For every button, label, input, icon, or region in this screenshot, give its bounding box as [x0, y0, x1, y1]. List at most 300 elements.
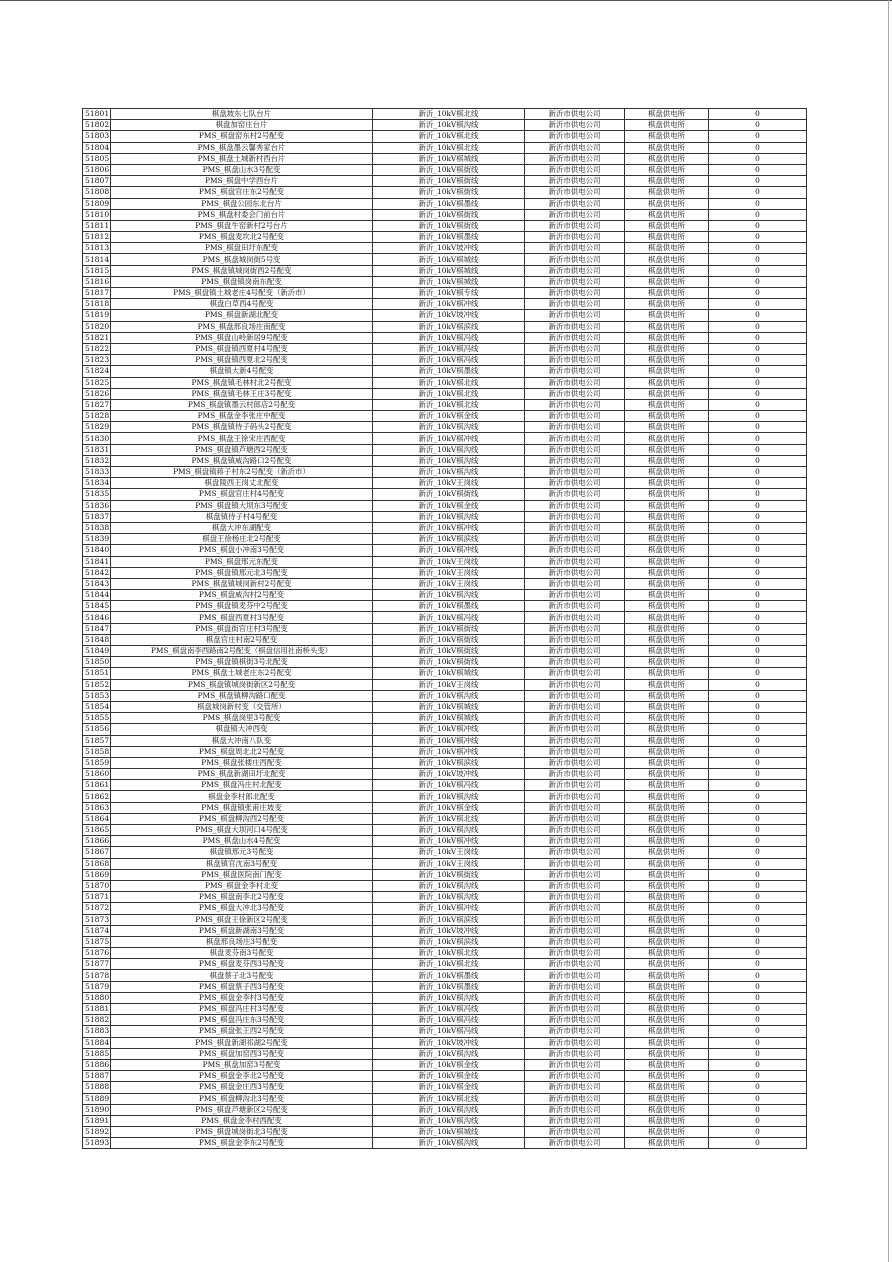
company-cell: 新沂市供电公司 [525, 903, 625, 914]
table-row [83, 892, 807, 903]
station-cell: 棋盘供电所 [625, 713, 709, 724]
table-row [83, 467, 807, 478]
row-id-cell: 51814 [83, 254, 111, 265]
company-cell: 新沂市供电公司 [525, 836, 625, 847]
transformer-name-cell: PMS_棋盘医院南门配变 [111, 869, 373, 880]
top-border-line [0, 0, 892, 1]
table-row [83, 657, 807, 668]
table-row [83, 209, 807, 220]
transformer-name-cell: PMS_棋盘街官庄村3号配变 [111, 623, 373, 634]
row-id-cell: 51883 [83, 1026, 111, 1037]
company-cell: 新沂市供电公司 [525, 780, 625, 791]
company-cell: 新沂市供电公司 [525, 1093, 625, 1104]
value-cell: 0 [709, 332, 807, 343]
row-id-cell: 51822 [83, 343, 111, 354]
table-row [83, 825, 807, 836]
feeder-line-cell: 新沂_10kV棋滨线 [373, 757, 525, 768]
station-cell: 棋盘供电所 [625, 892, 709, 903]
table-row [83, 1127, 807, 1138]
value-cell: 0 [709, 321, 807, 332]
table-row [83, 399, 807, 410]
transformer-name-cell: 棋盘蔡子北3号配变 [111, 970, 373, 981]
row-id-cell: 51824 [83, 366, 111, 377]
row-id-cell: 51887 [83, 1071, 111, 1082]
feeder-line-cell: 新沂_10kV棋冲线 [373, 735, 525, 746]
company-cell: 新沂市供电公司 [525, 623, 625, 634]
table-row [83, 623, 807, 634]
transformer-name-cell: 棋盘城岗新村变（交管所） [111, 701, 373, 712]
row-id-cell: 51858 [83, 746, 111, 757]
table-row [83, 1037, 807, 1048]
row-id-cell: 51878 [83, 970, 111, 981]
station-cell: 棋盘供电所 [625, 981, 709, 992]
transformer-name-cell: PMS_棋盘金李村西配变 [111, 1115, 373, 1126]
table-row [83, 903, 807, 914]
value-cell: 0 [709, 657, 807, 668]
company-cell: 新沂市供电公司 [525, 612, 625, 623]
table-row [83, 1026, 807, 1037]
station-cell: 棋盘供电所 [625, 1138, 709, 1149]
company-cell: 新沂市供电公司 [525, 646, 625, 657]
feeder-line-cell: 新沂_10kV王岗线 [373, 556, 525, 567]
value-cell: 0 [709, 668, 807, 679]
company-cell: 新沂市供电公司 [525, 276, 625, 287]
company-cell: 新沂市供电公司 [525, 869, 625, 880]
row-id-cell: 51886 [83, 1059, 111, 1070]
feeder-line-cell: 新沂_10kV棋北线 [373, 377, 525, 388]
station-cell: 棋盘供电所 [625, 578, 709, 589]
value-cell: 0 [709, 825, 807, 836]
feeder-line-cell: 新沂_10kV棋冲线 [373, 724, 525, 735]
station-cell: 棋盘供电所 [625, 1015, 709, 1026]
feeder-line-cell: 新沂_10kV棋金线 [373, 1059, 525, 1070]
row-id-cell: 51868 [83, 858, 111, 869]
row-id-cell: 51890 [83, 1104, 111, 1115]
transformer-name-cell: PMS_棋盘村委会门前台片 [111, 209, 373, 220]
transformer-name-cell: PMS_棋盘威沟村2号配变 [111, 590, 373, 601]
station-cell: 棋盘供电所 [625, 120, 709, 131]
row-id-cell: 51857 [83, 735, 111, 746]
station-cell: 棋盘供电所 [625, 769, 709, 780]
station-cell: 棋盘供电所 [625, 802, 709, 813]
table-row [83, 254, 807, 265]
table-row [83, 511, 807, 522]
value-cell: 0 [709, 724, 807, 735]
table-row [83, 556, 807, 567]
value-cell: 0 [709, 176, 807, 187]
row-id-cell: 51850 [83, 657, 111, 668]
feeder-line-cell: 新沂_10kV棋街线 [373, 634, 525, 645]
table-row [83, 142, 807, 153]
table-row [83, 422, 807, 433]
value-cell: 0 [709, 545, 807, 556]
transformer-name-cell: PMS_棋盘镇芦塘西2号配变 [111, 444, 373, 455]
transformer-name-cell: 棋盘金李村郎北配变 [111, 791, 373, 802]
transformer-name-cell: PMS_棋盘金李东2号配变 [111, 1138, 373, 1149]
value-cell: 0 [709, 265, 807, 276]
transformer-name-cell: PMS_棋盘王徐新区2号配变 [111, 914, 373, 925]
feeder-line-cell: 新沂_10kV棋北线 [373, 1093, 525, 1104]
transformer-name-cell: PMS_棋盘小冲南3号配变 [111, 545, 373, 556]
transformer-name-cell: PMS_棋盘张王西2号配变 [111, 1026, 373, 1037]
table-row [83, 802, 807, 813]
station-cell: 棋盘供电所 [625, 601, 709, 612]
row-id-cell: 51860 [83, 769, 111, 780]
table-row [83, 1048, 807, 1059]
row-id-cell: 51889 [83, 1093, 111, 1104]
transformer-name-cell: 棋盘大冲东湖配变 [111, 522, 373, 533]
company-cell: 新沂市供电公司 [525, 545, 625, 556]
row-id-cell: 51879 [83, 981, 111, 992]
transformer-name-cell: 棋盘白草西4号配变 [111, 299, 373, 310]
table-row [83, 601, 807, 612]
transformer-name-cell: PMS_棋盘大坝河口4号配变 [111, 825, 373, 836]
row-id-cell: 51877 [83, 959, 111, 970]
value-cell: 0 [709, 690, 807, 701]
row-id-cell: 51880 [83, 992, 111, 1003]
transformer-name-cell: PMS_棋盘镇土城老庄4号配变（新沂市） [111, 288, 373, 299]
transformer-name-cell: PMS_棋盘墨云馨秀家台片 [111, 142, 373, 153]
value-cell: 0 [709, 1037, 807, 1048]
station-cell: 棋盘供电所 [625, 478, 709, 489]
table-row [83, 724, 807, 735]
row-id-cell: 51802 [83, 120, 111, 131]
table-row [83, 992, 807, 1003]
table-row [83, 746, 807, 757]
company-cell: 新沂市供电公司 [525, 567, 625, 578]
station-cell: 棋盘供电所 [625, 813, 709, 824]
station-cell: 棋盘供电所 [625, 1127, 709, 1138]
table-row [83, 567, 807, 578]
table-row [83, 679, 807, 690]
feeder-line-cell: 新沂_10kV棋北线 [373, 388, 525, 399]
feeder-line-cell: 新沂_10kV棋冯线 [373, 1015, 525, 1026]
row-id-cell: 51872 [83, 903, 111, 914]
transformer-name-cell: 棋盘镇官沈南3号配变 [111, 858, 373, 869]
value-cell: 0 [709, 1127, 807, 1138]
value-cell: 0 [709, 399, 807, 410]
transformer-name-cell: PMS_棋盘镇城岗新村2号配变 [111, 578, 373, 589]
row-id-cell: 51888 [83, 1082, 111, 1093]
row-id-cell: 51863 [83, 802, 111, 813]
table-row [83, 959, 807, 970]
station-cell: 棋盘供电所 [625, 377, 709, 388]
station-cell: 棋盘供电所 [625, 276, 709, 287]
company-cell: 新沂市供电公司 [525, 724, 625, 735]
row-id-cell: 51846 [83, 612, 111, 623]
station-cell: 棋盘供电所 [625, 288, 709, 299]
feeder-line-cell: 新沂_10kV棋沟线 [373, 467, 525, 478]
row-id-cell: 51856 [83, 724, 111, 735]
station-cell: 棋盘供电所 [625, 500, 709, 511]
feeder-line-cell: 新沂_10kV棋城线 [373, 265, 525, 276]
station-cell: 棋盘供电所 [625, 366, 709, 377]
company-cell: 新沂市供电公司 [525, 701, 625, 712]
station-cell: 棋盘供电所 [625, 1082, 709, 1093]
transformer-name-cell: PMS_棋盘麦坎北2号配变 [111, 232, 373, 243]
transformer-name-cell: PMS_棋盘土城新村西台片 [111, 153, 373, 164]
value-cell: 0 [709, 959, 807, 970]
feeder-line-cell: 新沂_10kV坡冲线 [373, 925, 525, 936]
transformer-name-cell: 棋盘邢良场庄3号配变 [111, 936, 373, 947]
table-row [83, 981, 807, 992]
station-cell: 棋盘供电所 [625, 880, 709, 891]
table-row [83, 847, 807, 858]
row-id-cell: 51837 [83, 511, 111, 522]
company-cell: 新沂市供电公司 [525, 366, 625, 377]
table-row [83, 1059, 807, 1070]
transformer-name-cell: PMS_棋盘金李村3号配变 [111, 992, 373, 1003]
transformer-name-cell: PMS_棋盘冯庄村3号配变 [111, 1004, 373, 1015]
company-cell: 新沂市供电公司 [525, 959, 625, 970]
row-id-cell: 51836 [83, 500, 111, 511]
value-cell: 0 [709, 1048, 807, 1059]
transformer-name-cell: PMS_棋盘邢元东配变 [111, 556, 373, 567]
row-id-cell: 51811 [83, 220, 111, 231]
table-row [83, 153, 807, 164]
feeder-line-cell: 新沂_10kV棋金线 [373, 1071, 525, 1082]
company-cell: 新沂市供电公司 [525, 1071, 625, 1082]
feeder-line-cell: 新沂_10kV棋城线 [373, 701, 525, 712]
value-cell: 0 [709, 411, 807, 422]
station-cell: 棋盘供电所 [625, 522, 709, 533]
company-cell: 新沂市供电公司 [525, 232, 625, 243]
transformer-name-cell: PMS_棋盘镇麦芬中2号配变 [111, 601, 373, 612]
value-cell: 0 [709, 880, 807, 891]
table-row [83, 970, 807, 981]
transformer-name-cell: PMS_棋盘芦塘新区2号配变 [111, 1104, 373, 1115]
station-cell: 棋盘供电所 [625, 176, 709, 187]
row-id-cell: 51862 [83, 791, 111, 802]
value-cell: 0 [709, 646, 807, 657]
transformer-name-cell: PMS_棋盘新湖南3号配变 [111, 925, 373, 936]
company-cell: 新沂市供电公司 [525, 858, 625, 869]
feeder-line-cell: 新沂_10kV棋冲线 [373, 545, 525, 556]
company-cell: 新沂市供电公司 [525, 981, 625, 992]
company-cell: 新沂市供电公司 [525, 455, 625, 466]
value-cell: 0 [709, 556, 807, 567]
station-cell: 棋盘供电所 [625, 388, 709, 399]
feeder-line-cell: 新沂_10kV棋城线 [373, 254, 525, 265]
transformer-name-cell: PMS_棋盘邢良场庄南配变 [111, 321, 373, 332]
row-id-cell: 51821 [83, 332, 111, 343]
company-cell: 新沂市供电公司 [525, 467, 625, 478]
value-cell: 0 [709, 109, 807, 120]
feeder-line-cell: 新沂_10kV棋冯线 [373, 332, 525, 343]
table-row [83, 343, 807, 354]
value-cell: 0 [709, 522, 807, 533]
value-cell: 0 [709, 355, 807, 366]
value-cell: 0 [709, 1093, 807, 1104]
value-cell: 0 [709, 701, 807, 712]
feeder-line-cell: 新沂_10kV棋北线 [373, 813, 525, 824]
station-cell: 棋盘供电所 [625, 780, 709, 791]
table-row [83, 243, 807, 254]
transformer-name-cell: PMS_棋盘金李村北变 [111, 880, 373, 891]
row-id-cell: 51891 [83, 1115, 111, 1126]
row-id-cell: 51834 [83, 478, 111, 489]
table-row [83, 332, 807, 343]
row-id-cell: 51866 [83, 836, 111, 847]
row-id-cell: 51823 [83, 355, 111, 366]
company-cell: 新沂市供电公司 [525, 970, 625, 981]
feeder-line-cell: 新沂_10kV棋城线 [373, 153, 525, 164]
station-cell: 棋盘供电所 [625, 545, 709, 556]
value-cell: 0 [709, 232, 807, 243]
feeder-line-cell: 新沂_10kV棋街线 [373, 869, 525, 880]
value-cell: 0 [709, 254, 807, 265]
table-row [83, 321, 807, 332]
transformer-name-cell: PMS_棋盘周北北2号配变 [111, 746, 373, 757]
transformer-name-cell: 棋盘麦芬南3号配变 [111, 948, 373, 959]
feeder-line-cell: 新沂_10kV棋北线 [373, 109, 525, 120]
station-cell: 棋盘供电所 [625, 455, 709, 466]
value-cell: 0 [709, 623, 807, 634]
feeder-line-cell: 新沂_10kV棋街线 [373, 220, 525, 231]
transformer-name-cell: PMS_棋盘新湖北配变 [111, 310, 373, 321]
value-cell: 0 [709, 478, 807, 489]
transformer-name-cell: PMS_棋盘镇岗南东配变 [111, 276, 373, 287]
row-id-cell: 51861 [83, 780, 111, 791]
row-id-cell: 51871 [83, 892, 111, 903]
feeder-line-cell: 新沂_10kV王岗线 [373, 567, 525, 578]
transformer-name-cell: 棋盘镇侍子村4号配变 [111, 511, 373, 522]
row-id-cell: 51835 [83, 489, 111, 500]
row-id-cell: 51817 [83, 288, 111, 299]
feeder-line-cell: 新沂_10kV棋沟线 [373, 892, 525, 903]
value-cell: 0 [709, 780, 807, 791]
transformer-name-cell: PMS_棋盘镇棋街3号北配变 [111, 657, 373, 668]
row-id-cell: 51847 [83, 623, 111, 634]
company-cell: 新沂市供电公司 [525, 288, 625, 299]
transformer-name-cell: PMS_棋盘加窑西3号配变 [111, 1048, 373, 1059]
transformer-name-cell: 棋盘官庄村南2号配变 [111, 634, 373, 645]
transformer-name-cell: PMS_棋盘镇柳沟路口配变 [111, 690, 373, 701]
row-id-cell: 51873 [83, 914, 111, 925]
row-id-cell: 51893 [83, 1138, 111, 1149]
feeder-line-cell: 新沂_10kV棋沟线 [373, 455, 525, 466]
row-id-cell: 51801 [83, 109, 111, 120]
feeder-line-cell: 新沂_10kV棋城线 [373, 276, 525, 287]
table-row [83, 701, 807, 712]
company-cell: 新沂市供电公司 [525, 332, 625, 343]
company-cell: 新沂市供电公司 [525, 399, 625, 410]
value-cell: 0 [709, 992, 807, 1003]
row-id-cell: 51807 [83, 176, 111, 187]
table-row [83, 1015, 807, 1026]
company-cell: 新沂市供电公司 [525, 411, 625, 422]
feeder-line-cell: 新沂_10kV棋冯线 [373, 1004, 525, 1015]
value-cell: 0 [709, 243, 807, 254]
company-cell: 新沂市供电公司 [525, 936, 625, 947]
row-id-cell: 51892 [83, 1127, 111, 1138]
station-cell: 棋盘供电所 [625, 959, 709, 970]
transformer-name-cell: PMS_棋盘金李北2号配变 [111, 1071, 373, 1082]
company-cell: 新沂市供电公司 [525, 120, 625, 131]
value-cell: 0 [709, 366, 807, 377]
company-cell: 新沂市供电公司 [525, 914, 625, 925]
value-cell: 0 [709, 388, 807, 399]
feeder-line-cell: 新沂_10kV坡冲线 [373, 243, 525, 254]
table-row [83, 489, 807, 500]
feeder-line-cell: 新沂_10kV棋北线 [373, 131, 525, 142]
station-cell: 棋盘供电所 [625, 567, 709, 578]
value-cell: 0 [709, 791, 807, 802]
company-cell: 新沂市供电公司 [525, 489, 625, 500]
table-row [83, 500, 807, 511]
row-id-cell: 51855 [83, 713, 111, 724]
row-id-cell: 51838 [83, 522, 111, 533]
value-cell: 0 [709, 746, 807, 757]
row-id-cell: 51842 [83, 567, 111, 578]
value-cell: 0 [709, 444, 807, 455]
table-row [83, 276, 807, 287]
value-cell: 0 [709, 601, 807, 612]
transformer-name-cell: PMS_棋盘大冲北3号配变 [111, 903, 373, 914]
station-cell: 棋盘供电所 [625, 254, 709, 265]
transformer-name-cell: PMS_棋盘西夏村3号配变 [111, 612, 373, 623]
value-cell: 0 [709, 288, 807, 299]
table-row [83, 478, 807, 489]
station-cell: 棋盘供电所 [625, 153, 709, 164]
table-row [83, 1093, 807, 1104]
transformer-name-cell: 棋盘大冲南八队变 [111, 735, 373, 746]
row-id-cell: 51851 [83, 668, 111, 679]
company-cell: 新沂市供电公司 [525, 791, 625, 802]
station-cell: 棋盘供电所 [625, 623, 709, 634]
feeder-line-cell: 新沂_10kV棋沟线 [373, 825, 525, 836]
station-cell: 棋盘供电所 [625, 757, 709, 768]
feeder-line-cell: 新沂_10kV棋北线 [373, 399, 525, 410]
table-row [83, 1138, 807, 1149]
company-cell: 新沂市供电公司 [525, 948, 625, 959]
station-cell: 棋盘供电所 [625, 187, 709, 198]
feeder-line-cell: 新沂_10kV棋冲线 [373, 746, 525, 757]
feeder-line-cell: 新沂_10kV棋墨线 [373, 981, 525, 992]
value-cell: 0 [709, 489, 807, 500]
transformer-name-cell: PMS_棋盘镇蒋子村东2号配变（新沂市） [111, 467, 373, 478]
feeder-line-cell: 新沂_10kV棋沟线 [373, 992, 525, 1003]
feeder-line-cell: 新沂_10kV棋金线 [373, 411, 525, 422]
table-row [83, 1071, 807, 1082]
feeder-line-cell: 新沂_10kV棋冯线 [373, 780, 525, 791]
value-cell: 0 [709, 1082, 807, 1093]
row-id-cell: 51810 [83, 209, 111, 220]
feeder-line-cell: 新沂_10kV棋墨线 [373, 366, 525, 377]
row-id-cell: 51825 [83, 377, 111, 388]
station-cell: 棋盘供电所 [625, 858, 709, 869]
company-cell: 新沂市供电公司 [525, 321, 625, 332]
company-cell: 新沂市供电公司 [525, 769, 625, 780]
station-cell: 棋盘供电所 [625, 791, 709, 802]
feeder-line-cell: 新沂_10kV棋沟线 [373, 422, 525, 433]
right-border-line [888, 0, 889, 1262]
table-row [83, 411, 807, 422]
table-row [83, 668, 807, 679]
feeder-line-cell: 新沂_10kV棋街线 [373, 489, 525, 500]
table-row [83, 1115, 807, 1126]
station-cell: 棋盘供电所 [625, 825, 709, 836]
feeder-line-cell: 新沂_10kV棋冲线 [373, 836, 525, 847]
table-row [83, 388, 807, 399]
table-row [83, 780, 807, 791]
table-row [83, 220, 807, 231]
company-cell: 新沂市供电公司 [525, 1037, 625, 1048]
value-cell: 0 [709, 1071, 807, 1082]
feeder-line-cell: 新沂_10kV棋滨线 [373, 936, 525, 947]
feeder-line-cell: 新沂_10kV棋街线 [373, 187, 525, 198]
transformer-name-cell: PMS_棋盘金庄西3号配变 [111, 1082, 373, 1093]
